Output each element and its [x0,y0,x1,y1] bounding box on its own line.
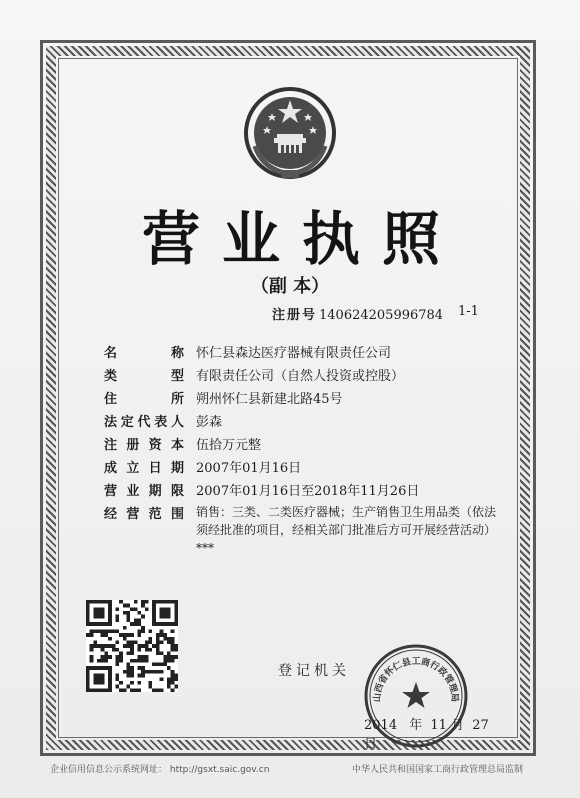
registration-value: 140624205996784 [319,308,444,323]
qr-code-icon [86,600,178,692]
field-value: 销售：三类、二类医疗器械；生产销售卫生用品类（依法须经批准的项目，经相关部门批准后方可开展经营活动）*** [196,505,497,555]
field-key-char: 人 [170,415,184,430]
field-key-char: 成 [104,461,118,476]
field-key-char: 所 [170,392,184,407]
field-value: 彭森 [196,415,223,430]
field-row [104,457,494,480]
field-row [104,434,494,457]
field-key [104,388,184,407]
page-subtitle: （副 本） [250,276,330,297]
field-key-char: 营 [126,507,140,522]
field-key-char: 日 [148,461,162,476]
registration-label: 注册号 [272,308,318,323]
date-day: 27 [472,718,489,733]
field-key-char: 称 [170,346,184,361]
license-fields [104,342,497,555]
registration-authority: 登记机关 [278,663,350,679]
date-year: 2014 [364,718,398,733]
field-key [104,480,184,499]
field-key-char: 型 [170,369,184,384]
field-key-char: 期 [148,484,162,499]
field-key-char: 期 [170,461,184,476]
field-key [104,457,184,476]
field-row [104,365,494,388]
field-key-char: 限 [170,484,184,499]
seal-text-path: 山西省怀仁县工商行政管理局 [372,657,460,703]
field-value: 伍拾万元整 [196,438,262,453]
field-key-char: 经 [104,507,118,522]
field-value: 有限责任公司（自然人投资或控股） [196,369,405,384]
field-key [104,434,184,453]
field-key [104,342,184,361]
field-key-char: 本 [170,438,184,453]
field-key-char: 立 [126,461,140,476]
field-key-char: 类 [104,369,118,384]
footer-website: 企业信用信息公示系统网址： http://gsxt.saic.gov.cn [50,765,270,775]
field-key-char: 范 [148,507,162,522]
field-key-char: 名 [104,346,118,361]
national-emblem-icon [243,86,337,180]
field-key-char: 住 [104,392,118,407]
date-year-unit: 年 [409,718,423,733]
field-key-char: 营 [104,484,118,499]
field-row [104,411,494,434]
field-key-char: 册 [126,438,140,453]
field-key-char: 资 [148,438,162,453]
registration-number [272,304,443,323]
field-row [104,388,494,411]
field-key-char: 代 [137,415,151,430]
field-value: 2007年01月16日至2018年11月26日 [196,484,420,499]
field-value: 朔州怀仁县新建北路45号 [196,392,343,407]
footer-issuer: 中华人民共和国国家工商行政管理总局监制 [352,765,524,775]
field-key [104,503,184,522]
registration-suffix: 1-1 [458,304,479,319]
field-value: 怀仁县森达医疗器械有限责任公司 [196,346,392,361]
field-key-char: 注 [104,438,118,453]
field-key-char: 业 [126,484,140,499]
field-row [104,503,497,555]
date-month-unit: 月 [451,718,465,733]
date-month: 11 [430,718,447,733]
field-key [104,365,184,384]
issue-date [364,714,494,752]
date-day-unit: 日 [364,737,378,752]
field-key [104,411,184,430]
field-key-char: 表 [154,415,168,430]
field-key-char: 定 [120,415,134,430]
page-title: 营业执照 [141,205,462,273]
field-key-char: 法 [104,415,118,430]
field-row [104,342,494,365]
field-value: 2007年01月16日 [196,461,302,476]
field-key-char: 围 [170,507,184,522]
field-row [104,480,494,503]
